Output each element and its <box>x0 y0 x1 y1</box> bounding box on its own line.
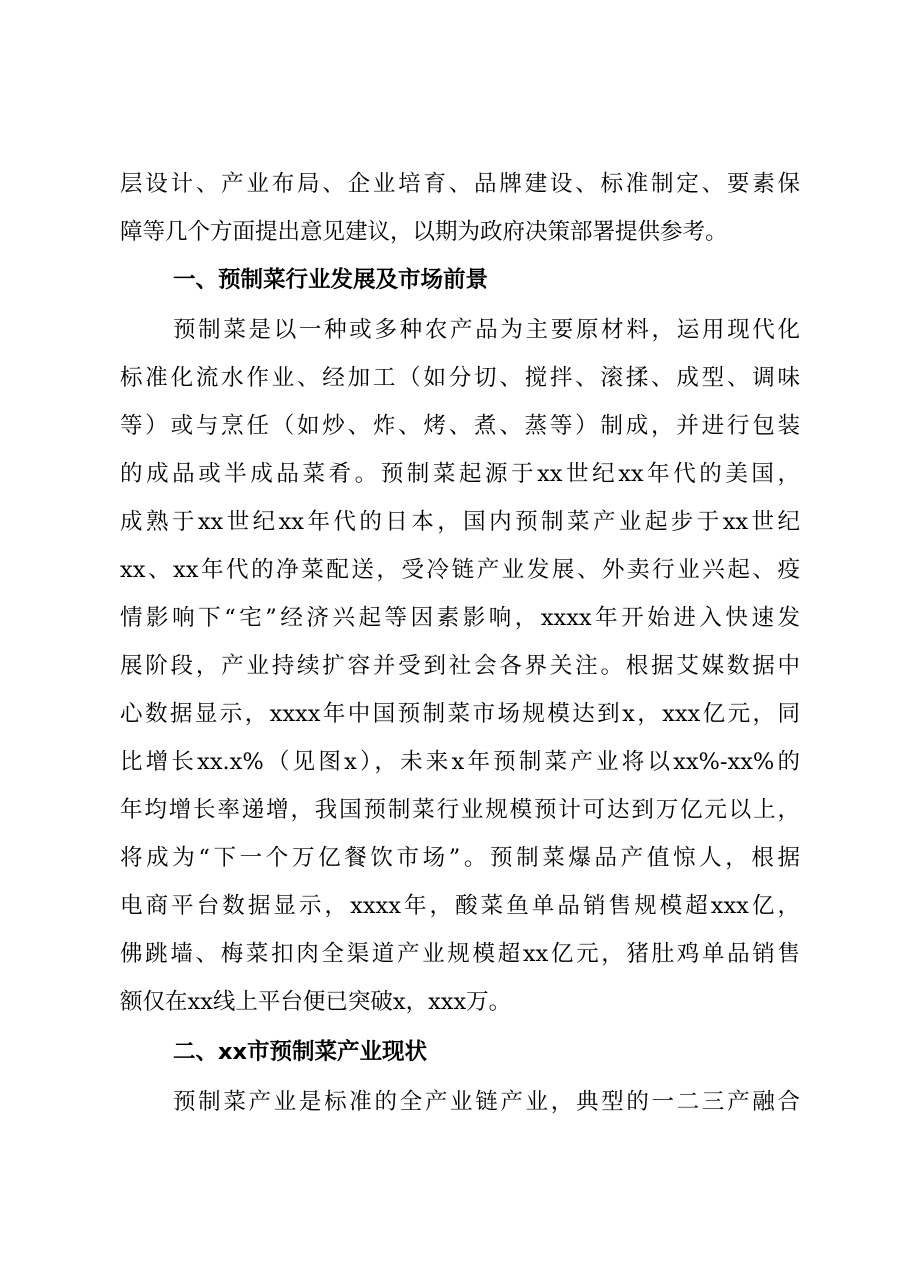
section-2-heading: 二、xx市预制菜产业现状 <box>173 1039 428 1065</box>
section-1-line-13: 电商平台数据显示，xxxx年，酸菜鱼单品销售规模超xxx亿， <box>120 893 800 919</box>
intro-line-2: 障等几个方面提出意见建议，以期为政府决策部署提供参考。 <box>120 219 728 245</box>
intro-line-1: 层设计、产业布局、企业培育、品牌建设、标准制定、要素保 <box>120 171 800 197</box>
section-1-line-1: 预制菜是以一种或多种农产品为主要原材料，运用现代化 <box>173 317 800 343</box>
section-1-line-4: 的成品或半成品菜肴。预制菜起源于xx世纪xx年代的美国， <box>120 461 800 487</box>
section-1-line-6: xx、xx年代的净菜配送，受冷链产业发展、外卖行业兴起、疫 <box>120 557 800 583</box>
section-1-line-15: 额仅在xx线上平台便已突破x，xxx万。 <box>120 989 512 1015</box>
section-1-line-5: 成熟于xx世纪xx年代的日本，国内预制菜产业起步于xx世纪 <box>120 509 800 535</box>
section-1-line-14: 佛跳墙、梅菜扣肉全渠道产业规模超xx亿元，猪肚鸡单品销售 <box>120 941 800 967</box>
section-1-line-3: 等）或与烹任（如炒、炸、烤、煮、蒸等）制成，并进行包装 <box>120 413 800 439</box>
section-1-line-8: 展阶段，产业持续扩容并受到社会各界关注。根据艾媒数据中 <box>120 653 800 679</box>
section-1-line-2: 标准化流水作业、经加工（如分切、搅拌、滚揉、成型、调味 <box>120 365 800 391</box>
section-1-line-10: 比增长xx.x%（见图x），未来x年预制菜产业将以xx%-xx%的 <box>120 749 800 775</box>
section-1-line-9: 心数据显示，xxxx年中国预制菜市场规模达到x，xxx亿元，同 <box>120 701 800 727</box>
section-1-line-12: 将成为“下一个万亿餐饮市场”。预制菜爆品产值惊人，根据 <box>120 845 800 871</box>
section-2-line-1: 预制菜产业是标准的全产业链产业，典型的一二三产融合 <box>173 1089 800 1115</box>
section-1-heading: 一、预制菜行业发展及市场前景 <box>173 267 489 293</box>
section-1-line-11: 年均增长率递增，我国预制菜行业规模预计可达到万亿元以上， <box>120 797 800 823</box>
section-1-line-7: 情影响下“宅”经济兴起等因素影响，xxxx年开始进入快速发 <box>120 605 800 631</box>
